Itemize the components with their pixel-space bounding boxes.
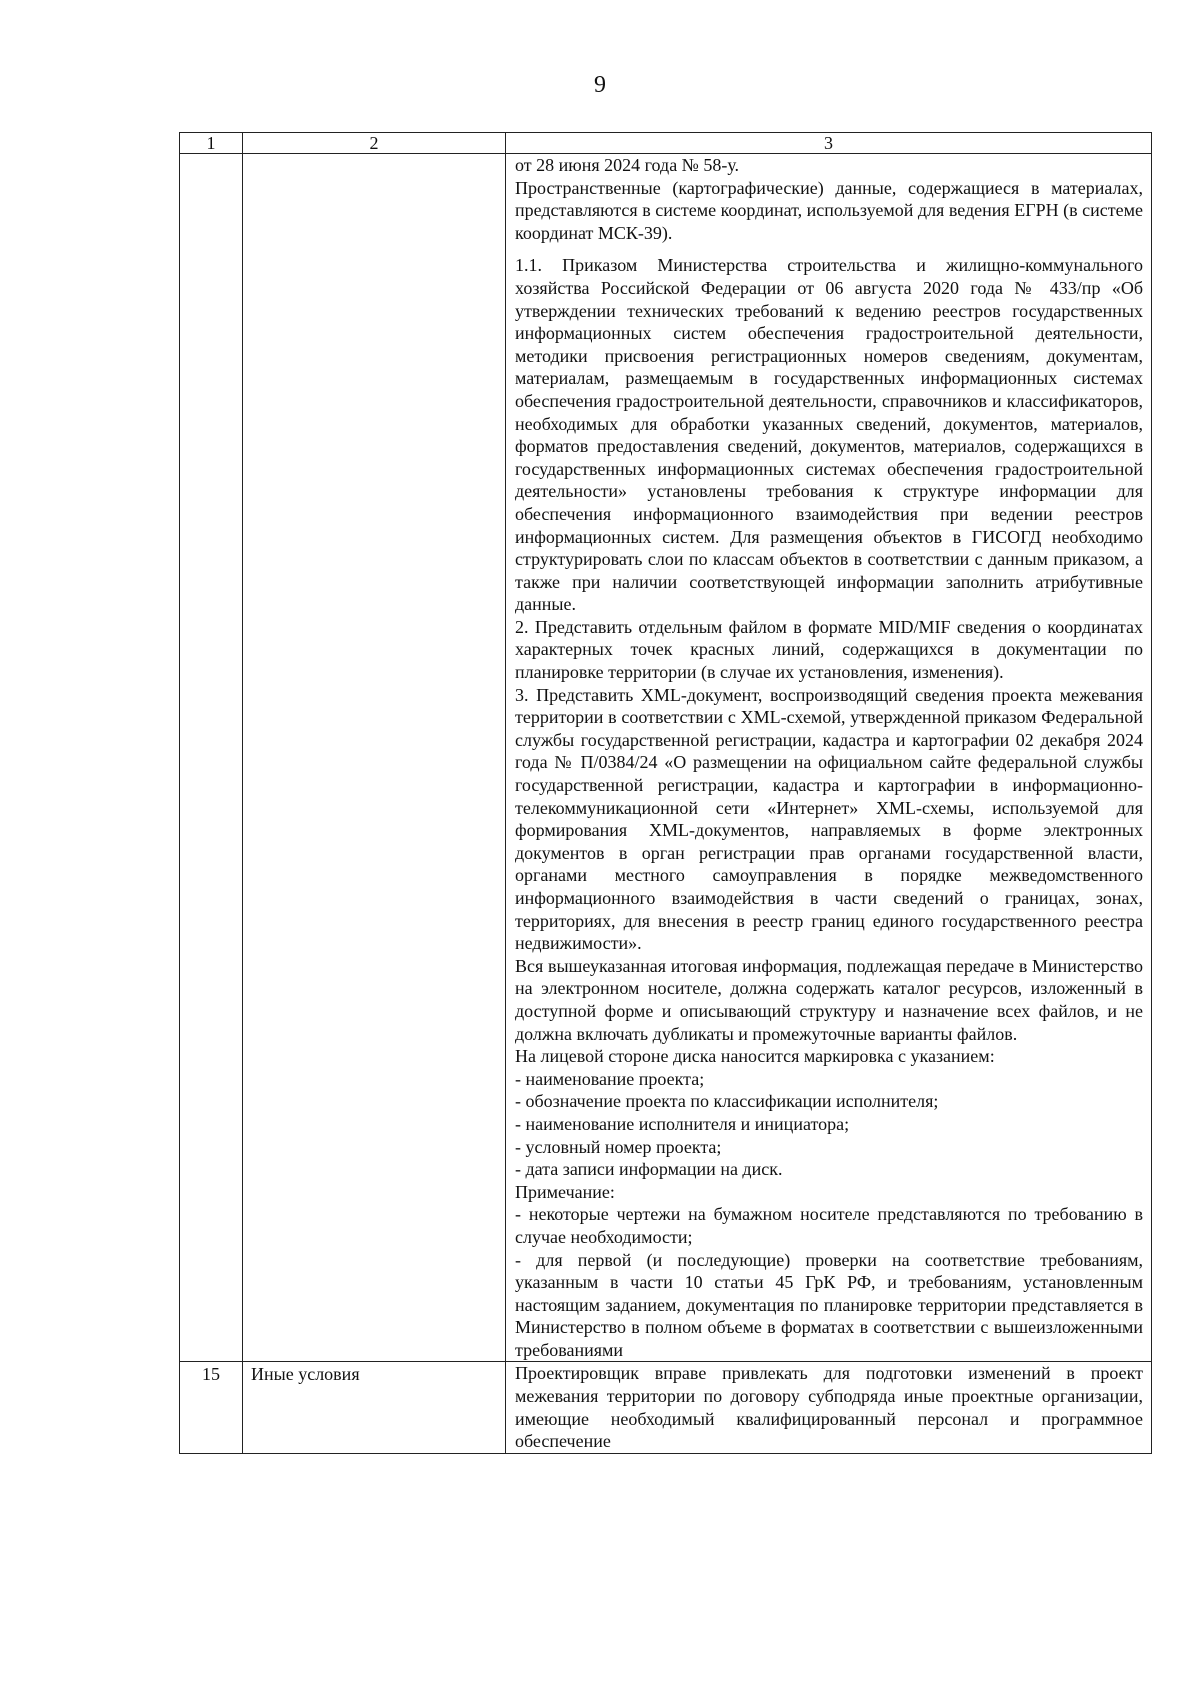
page-number: 9	[594, 72, 606, 98]
note-item: - некоторые чертежи на бумажном носителе представляются по требованию в случае необходимости;	[515, 1204, 1143, 1247]
table-header-row	[180, 133, 1152, 154]
list-item: - наименование исполнителя и инициатора;	[515, 1113, 850, 1134]
row-content-cell	[506, 154, 1152, 1362]
table-row-continuation	[180, 154, 1152, 1362]
header-col-2: 2	[243, 133, 506, 154]
paragraph: 2. Представить отдельным файлом в формате MID/MIF сведения о координатах характерных точек красных линий, содержащихся в документации по планировке территории (в случае их установления, изменения).	[515, 616, 1143, 683]
table-row-15	[180, 1362, 1152, 1453]
paragraph: 3. Представить XML-документ, воспроизводящий сведения проекта межевания территории в соответствии с XML-схемой, утвержденной приказом Федеральной службы государственной регистрации, кадастра и картографии 02 декабря 2024 года № П/0384/24 «О размещении на официальном сайте федеральной службы государственной регистрации, кадастра и картографии в информационно-телекоммуникационной сети «Интернет» XML-схемы, используемой для формирования XML-документов, направляемых в форме электронных документов в орган регистрации прав органами государственной власти, органами местного самоуправления в порядке межведомственного информационного взаимодействия в части сведений о границах, зонах, территориях, для внесения в реестр границ единого государственного реестра недвижимости».	[515, 684, 1143, 954]
paragraph: от 28 июня 2024 года № 58-у.	[515, 155, 740, 175]
note-item: - для первой (и последующие) проверки на соответствие требованиям, указанным в части 10 статьи 45 ГрК РФ, и требованиям, установленным настоящим заданием, документация по планировке территории представляется в Министерство в полном объеме в форматах в соответствии с вышеизложенными требованиями	[515, 1249, 1143, 1360]
row-number-cell	[180, 154, 243, 1362]
row-title-cell	[243, 154, 506, 1362]
list-item: - наименование проекта;	[515, 1068, 705, 1089]
header-col-3: 3	[506, 133, 1152, 154]
document-table	[179, 132, 1152, 1454]
paragraph: 1.1. Приказом Министерства строительства и жилищно-коммунального хозяйства Российской Федерации от 06 августа 2020 года № 433/пр «Об утверждении технических требований к ведению реестров государственных информационных систем обеспечения градостроительной деятельности, методики присвоения регистрационных номеров сведениям, документам, материалам, размещаемым в государственных информационных системах обеспечения градостроительной деятельности, справочников и классификаторов, необходимых для обработки указанных сведений, документов, материалов, форматов предоставления сведений, документов, материалов, содержащихся в государственных информационных системах обеспечения градостроительной деятельности» установлены требования к структуре информации для обеспечения информационного взаимодействия при ведении реестров информационных систем. Для размещения объектов в ГИСОГД необходимо структурировать слои по классам объектов в соответствии с данным приказом, а также при наличии соответствующей информации заполнить атрибутивные данные.	[515, 255, 1143, 615]
list-item: - условный номер проекта;	[515, 1136, 722, 1157]
paragraph: Вся вышеуказанная итоговая информация, подлежащая передаче в Министерство на электронном носителе, должна содержать каталог ресурсов, изложенный в доступной форме и описывающий структуру и назначение всех файлов, и не должна включать дубликаты и промежуточные варианты файлов.	[515, 955, 1143, 1044]
header-col-1: 1	[180, 133, 243, 154]
list-item: - обозначение проекта по классификации исполнителя;	[515, 1091, 939, 1112]
paragraph: Пространственные (картографические) данные, содержащиеся в материалах, представляются в системе координат, используемой для ведения ЕГРН (в системе координат МСК-39).	[515, 177, 1143, 243]
note-heading: Примечание:	[515, 1181, 615, 1202]
row-number-cell: 15	[180, 1362, 243, 1453]
row-title-cell: Иные условия	[243, 1362, 506, 1453]
row-content-cell	[506, 1362, 1152, 1453]
paragraph: Проектировщик вправе привлекать для подготовки изменений в проект межевания территории по договору субподряда иные проектные организации, имеющие необходимый квалифицированный персонал и программное обеспечение	[515, 1363, 1143, 1452]
list-item: - дата записи информации на диск.	[515, 1159, 783, 1180]
paragraph: На лицевой стороне диска наносится маркировка с указанием:	[515, 1046, 995, 1067]
